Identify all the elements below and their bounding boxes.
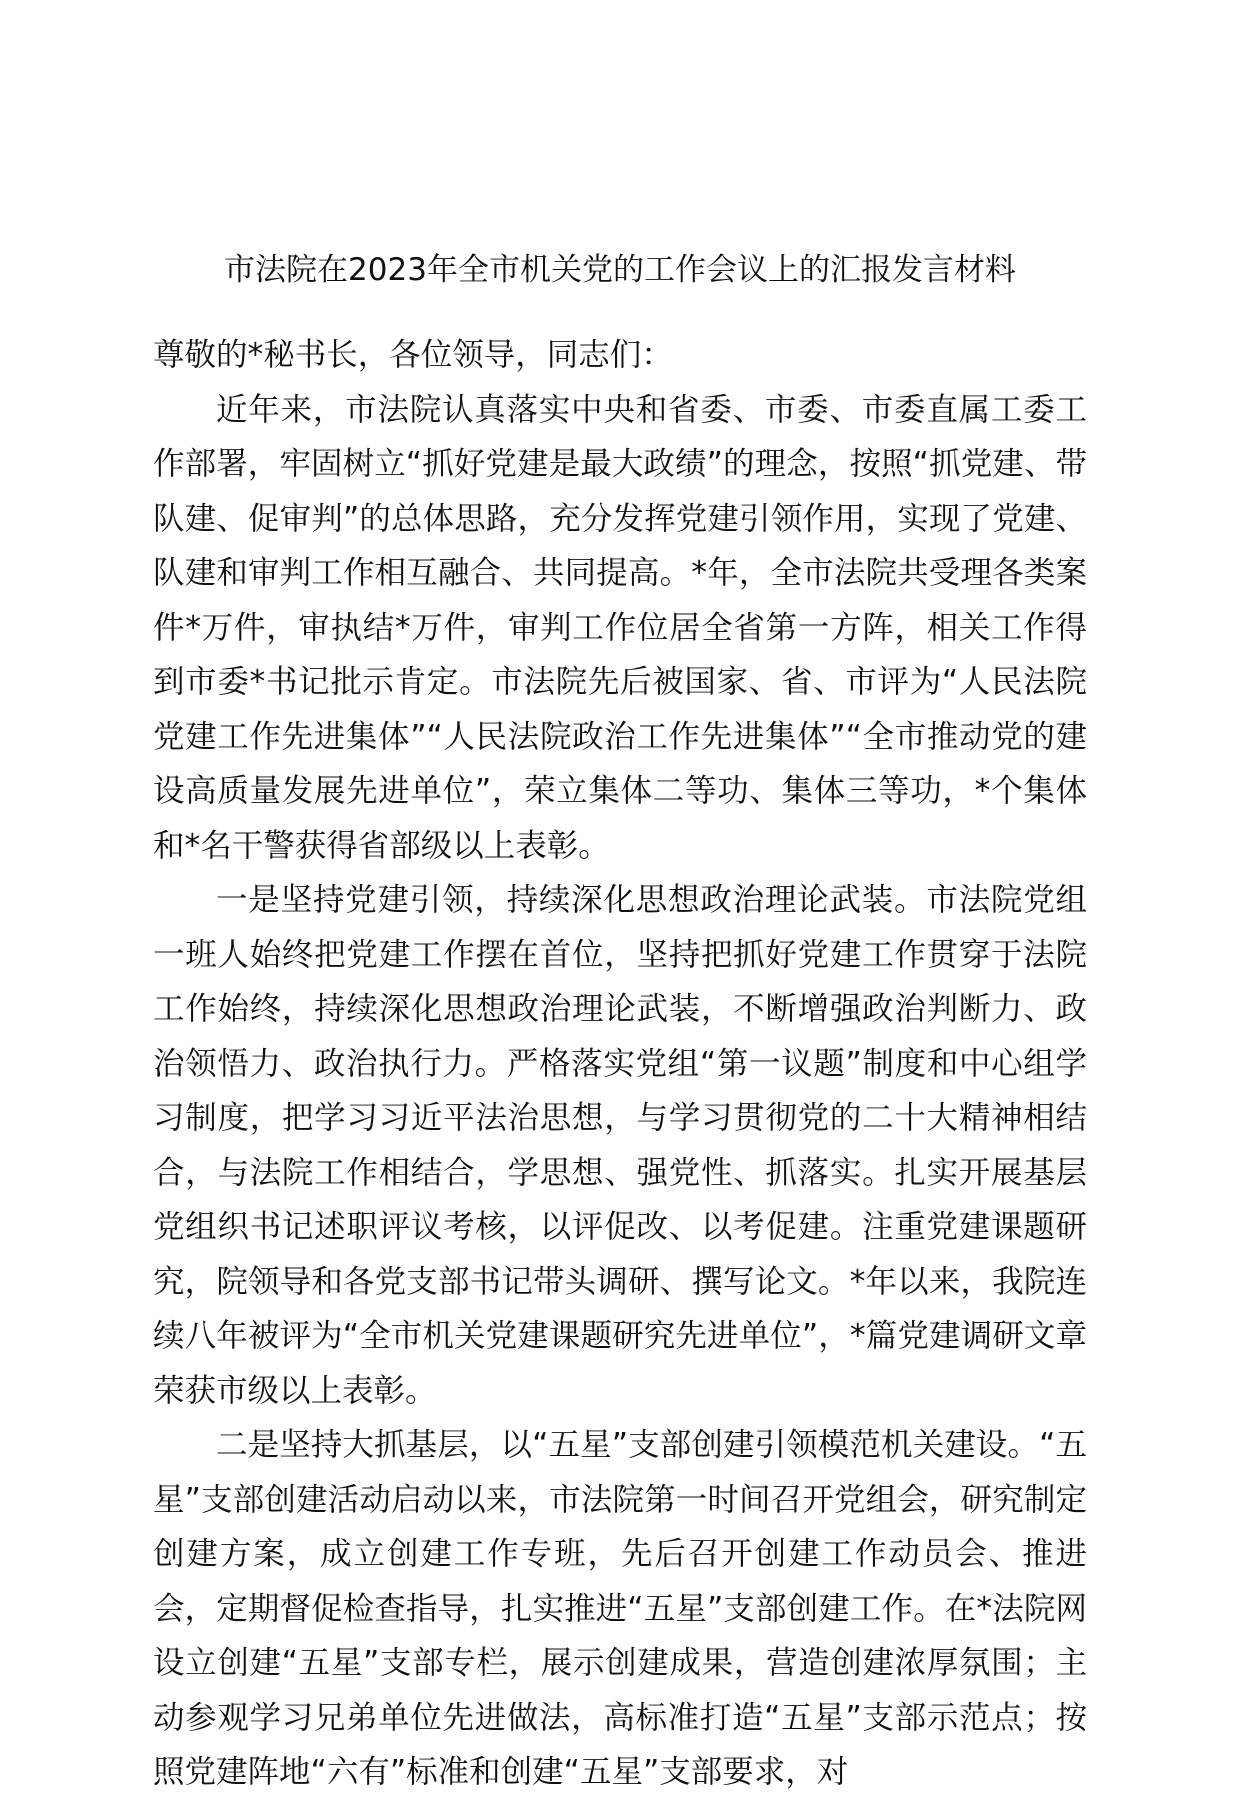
paragraph-intro: 近年来，市法院认真落实中央和省委、市委、市委直属工委工作部署，牢固树立“抓好党建是最大政绩”的理念，按照“抓党建、带队建、促审判”的总体思路，充分发挥党建引领作用，实现了党建、队建和审判工作相互融合、共同提高。*年，全市法院共受理各类案件*万件，审执结*万件，审判工作位居全省第一方阵，相关工作得到市委*书记批示肯定。市法院先后被国家、省、市评为“人民法院党建工作先进集体”“人民法院政治工作先进集体”“全市推动党的建设高质量发展先进单位”，荣立集体二等功、集体三等功，*个集体和*名干警获得省部级以上表彰。 bbox=[153, 391, 1087, 864]
document-title: 市法院在2023年全市机关党的工作会议上的汇报发言材料 bbox=[224, 252, 1016, 288]
paragraph-point-one: 一是坚持党建引领，持续深化思想政治理论武装。市法院党组一班人始终把党建工作摆在首位，坚持把抓好党建工作贯穿于法院工作始终，持续深化思想政治理论武装，不断增强政治判断力、政治领悟力、政治执行力。严格落实党组“第一议题”制度和中心组学习制度，把学习习近平法治思想，与学习贯彻党的二十大精神相结合，与法院工作相结合，学思想、强党性、抓落实。扎实开展基层党组织书记述职评议考核，以评促改、以考促建。注重党建课题研究，院领导和各党支部书记带头调研、撰写论文。*年以来，我院连续八年被评为“全市机关党建课题研究先进单位”，*篇党建调研文章荣获市级以上表彰。 bbox=[153, 882, 1087, 1409]
paragraph-point-two: 二是坚持大抓基层，以“五星”支部创建引领模范机关建设。“五星”支部创建活动启动以来，市法院第一时间召开党组会，研究制定创建方案，成立创建工作专班，先后召开创建工作动员会、推进会，定期督促检查指导，扎实推进“五星”支部创建工作。在*法院网设立创建“五星”支部专栏，展示创建成果，营造创建浓厚氛围；主动参观学习兄弟单位先进做法，高标准打造“五星”支部示范点；按照党建阵地“六有”标准和创建“五星”支部要求，对 bbox=[153, 1427, 1087, 1790]
salutation: 尊敬的*秘书长，各位领导，同志们： bbox=[153, 337, 673, 373]
document-body bbox=[153, 328, 1087, 1800]
